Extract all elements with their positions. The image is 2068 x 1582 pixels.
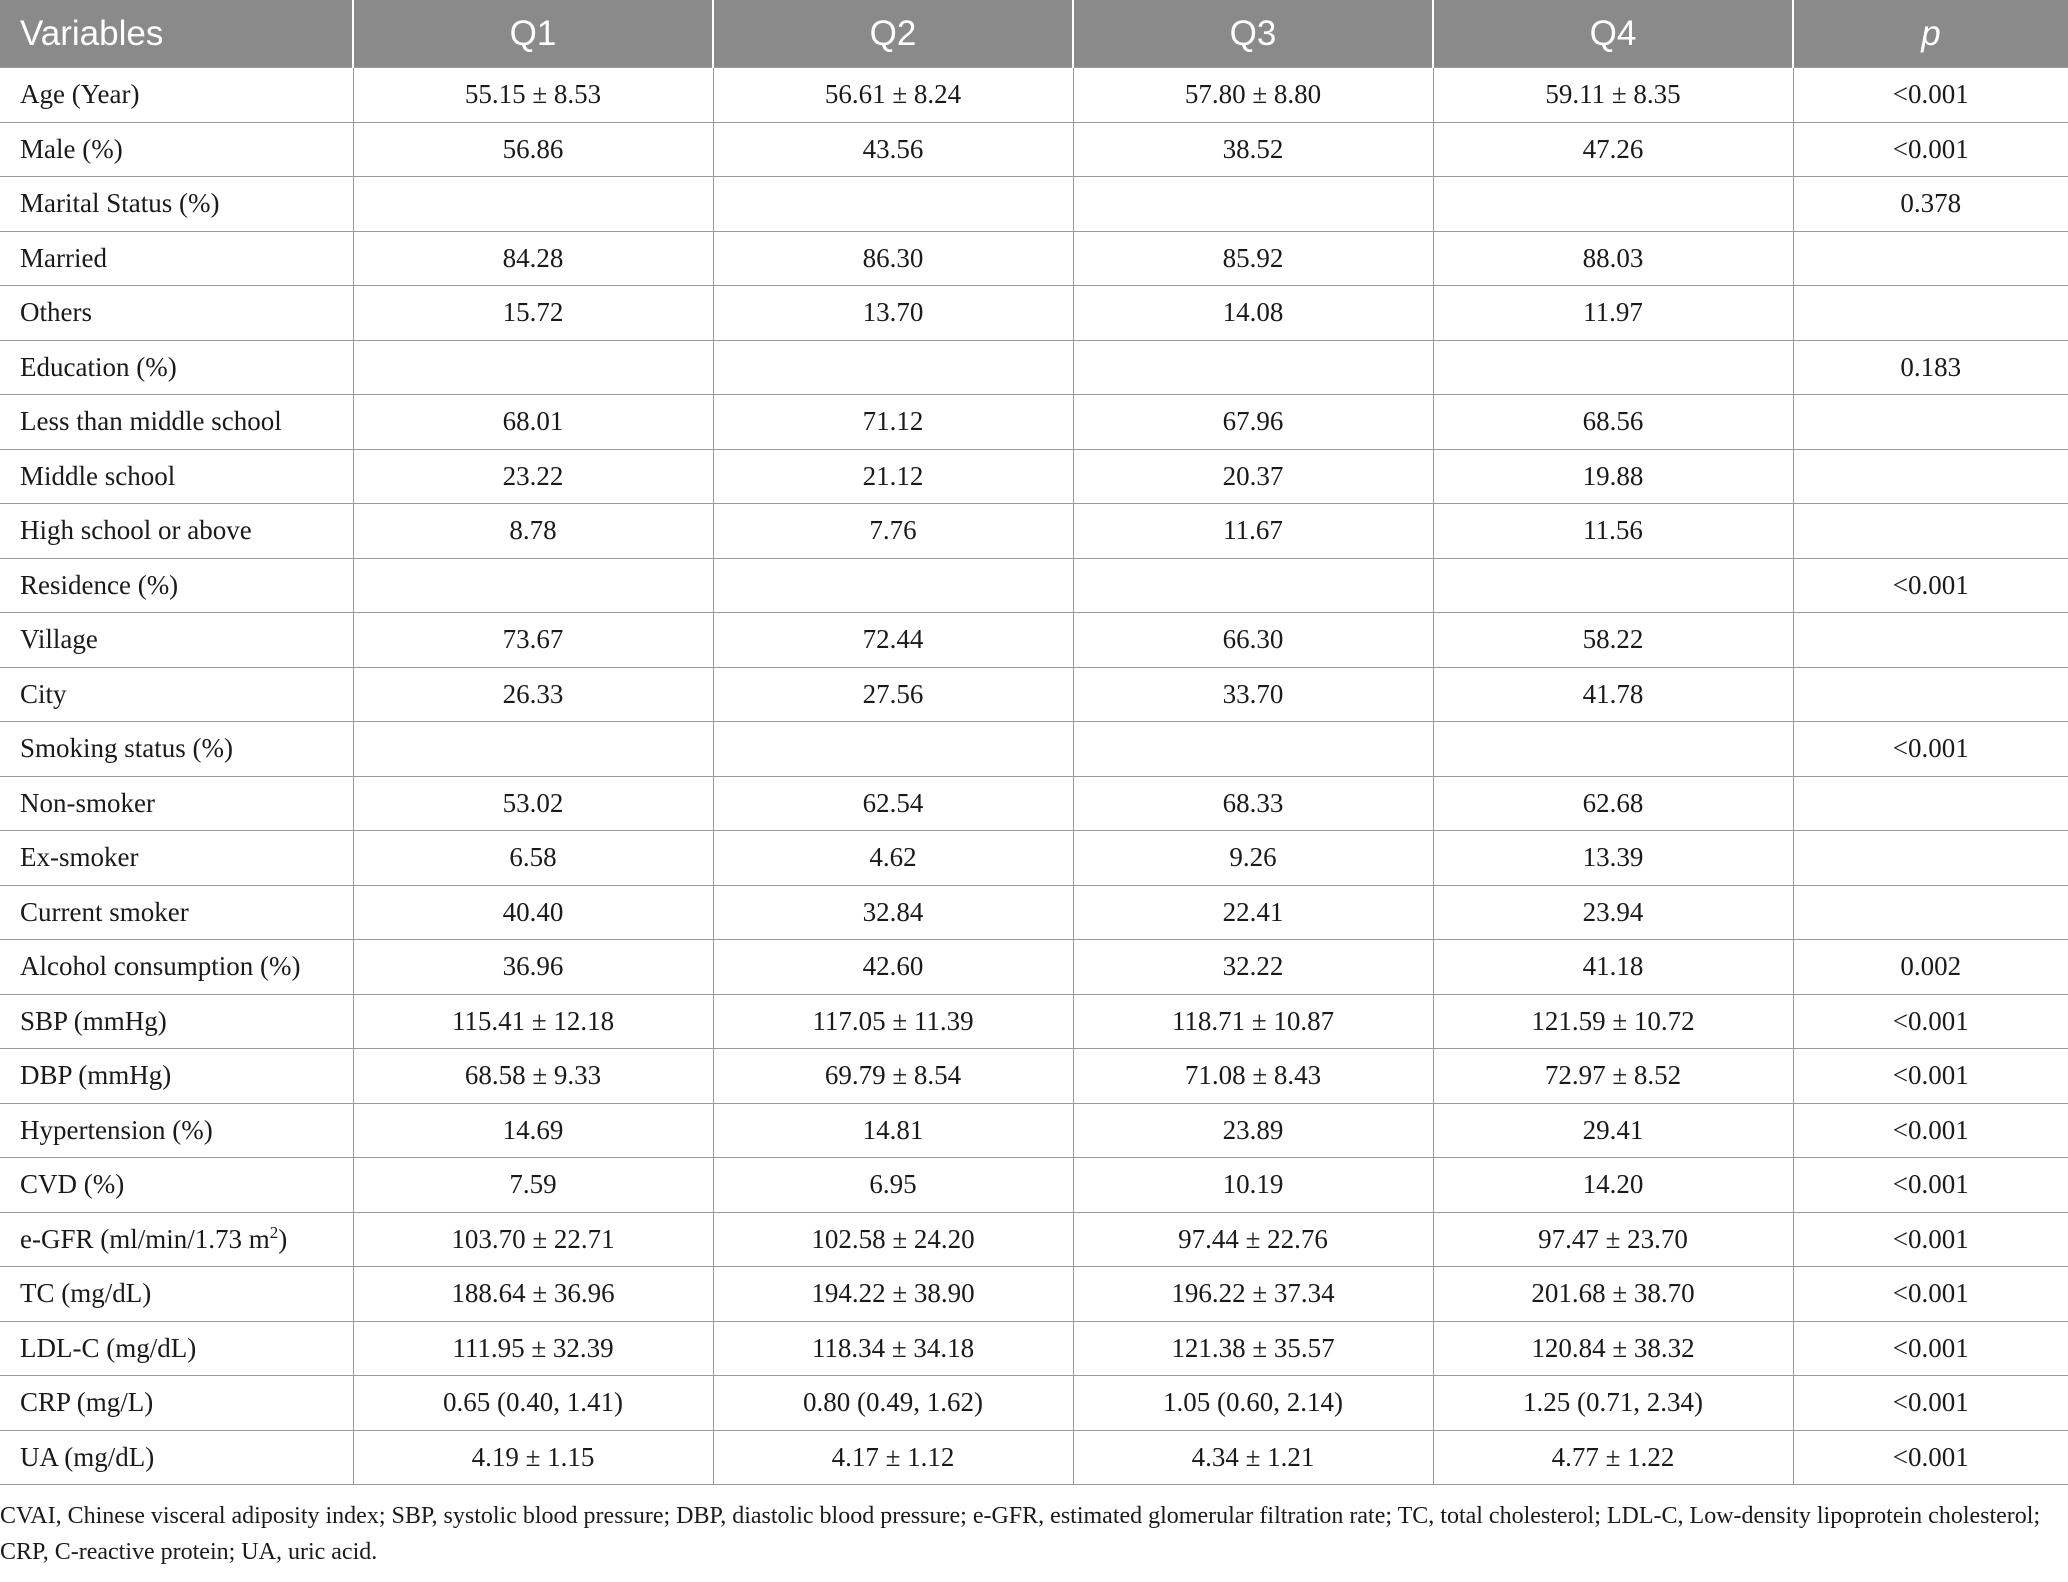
cell-q2: 117.05 ± 11.39 [713,994,1073,1049]
cell-q1 [353,722,713,777]
cell-q3 [1073,558,1433,613]
p-value-cell: 0.183 [1793,340,2068,395]
cell-q1: 26.33 [353,667,713,722]
header-p-value: p [1793,0,2068,68]
header-q1: Q1 [353,0,713,68]
cell-q3: 121.38 ± 35.57 [1073,1321,1433,1376]
row-label-suffix: ) [278,1223,288,1254]
header-q2: Q2 [713,0,1073,68]
cell-q2: 86.30 [713,231,1073,286]
p-value-cell: 0.378 [1793,177,2068,232]
cell-q4: 11.97 [1433,286,1793,341]
row-label-text: Non-smoker [20,787,155,818]
cell-q4: 201.68 ± 38.70 [1433,1267,1793,1322]
table-row [0,831,2068,886]
p-value-cell: <0.001 [1793,1430,2068,1485]
table-row [0,1049,2068,1104]
row-label-text: e-GFR (ml/min/1.73 m [20,1223,270,1254]
table-row [0,340,2068,395]
row-label [0,776,353,831]
p-value-cell [1793,504,2068,559]
cell-q4: 47.26 [1433,122,1793,177]
cell-q4 [1433,340,1793,395]
cell-q2: 62.54 [713,776,1073,831]
row-label-text: Married [20,242,107,273]
cell-q1: 115.41 ± 12.18 [353,994,713,1049]
table-header [0,0,2068,68]
cell-q4: 23.94 [1433,885,1793,940]
p-value-cell: <0.001 [1793,994,2068,1049]
cell-q2: 118.34 ± 34.18 [713,1321,1073,1376]
cell-q1: 84.28 [353,231,713,286]
table-row [0,286,2068,341]
table-row [0,122,2068,177]
p-value-cell [1793,395,2068,450]
cell-q4: 97.47 ± 23.70 [1433,1212,1793,1267]
cell-q1: 103.70 ± 22.71 [353,1212,713,1267]
cell-q1 [353,340,713,395]
table-row [0,994,2068,1049]
table-row [0,504,2068,559]
cell-q3: 1.05 (0.60, 2.14) [1073,1376,1433,1431]
p-value-cell: <0.001 [1793,1212,2068,1267]
row-label [0,286,353,341]
cell-q1: 68.01 [353,395,713,450]
p-value-cell: <0.001 [1793,558,2068,613]
cell-q2: 71.12 [713,395,1073,450]
p-value-cell: <0.001 [1793,1267,2068,1322]
cell-q4: 4.77 ± 1.22 [1433,1430,1793,1485]
p-value-cell: <0.001 [1793,1158,2068,1213]
cell-q3: 38.52 [1073,122,1433,177]
cell-q2: 32.84 [713,885,1073,940]
row-label-text: City [20,678,67,709]
p-value-cell: <0.001 [1793,122,2068,177]
cell-q2 [713,722,1073,777]
row-label [0,558,353,613]
cell-q2: 72.44 [713,613,1073,668]
cell-q2 [713,558,1073,613]
p-value-cell: <0.001 [1793,1321,2068,1376]
cell-q4: 13.39 [1433,831,1793,886]
cell-q3 [1073,340,1433,395]
row-label [0,831,353,886]
cell-q3: 196.22 ± 37.34 [1073,1267,1433,1322]
row-label [0,340,353,395]
cell-q3: 14.08 [1073,286,1433,341]
row-label [0,1267,353,1322]
cell-q4: 58.22 [1433,613,1793,668]
cell-q2 [713,340,1073,395]
row-label-text: Hypertension (%) [20,1114,213,1145]
cell-q2: 0.80 (0.49, 1.62) [713,1376,1073,1431]
row-label-text: Alcohol consumption (%) [20,951,301,982]
row-label [0,885,353,940]
cell-q1: 55.15 ± 8.53 [353,68,713,123]
cell-q2: 21.12 [713,449,1073,504]
row-label [0,504,353,559]
row-label-text: LDL-C (mg/dL) [20,1332,197,1363]
table-row [0,449,2068,504]
cell-q2 [713,177,1073,232]
header-q3: Q3 [1073,0,1433,68]
cell-q3: 97.44 ± 22.76 [1073,1212,1433,1267]
cell-q1: 23.22 [353,449,713,504]
table-row [0,776,2068,831]
p-value-cell [1793,231,2068,286]
cell-q1 [353,177,713,232]
cell-q3: 10.19 [1073,1158,1433,1213]
row-label-text: SBP (mmHg) [20,1005,167,1036]
row-label [0,994,353,1049]
cell-q3: 11.67 [1073,504,1433,559]
table-row [0,558,2068,613]
table-row [0,722,2068,777]
p-value-cell: <0.001 [1793,68,2068,123]
cell-q3: 33.70 [1073,667,1433,722]
table-row [0,1212,2068,1267]
header-q4: Q4 [1433,0,1793,68]
table-row [0,1376,2068,1431]
cell-q4: 14.20 [1433,1158,1793,1213]
row-label [0,1049,353,1104]
cell-q3: 9.26 [1073,831,1433,886]
cell-q3: 4.34 ± 1.21 [1073,1430,1433,1485]
table-footnote: CVAI, Chinese visceral adiposity index; SBP, systolic blood pressure; DBP, diastolic blood pressure; e-GFR, estimated glomerular filtration rate; TC, total cholesterol; LDL-C, Low-density lipoprotein cholesterol; CRP, C-reactive protein; UA, uric acid. [0,1503,2041,1565]
cell-q2: 102.58 ± 24.20 [713,1212,1073,1267]
cell-q1: 15.72 [353,286,713,341]
row-label [0,1103,353,1158]
cell-q1: 7.59 [353,1158,713,1213]
p-value-cell: <0.001 [1793,1376,2068,1431]
cell-q1: 36.96 [353,940,713,995]
row-label-text: Ex-smoker [20,842,139,873]
table-row [0,1430,2068,1485]
table-row [0,177,2068,232]
row-label [0,613,353,668]
cell-q3: 20.37 [1073,449,1433,504]
row-label-text: High school or above [20,515,252,546]
row-label-text: CRP (mg/L) [20,1387,154,1418]
row-label [0,1430,353,1485]
table-row [0,395,2068,450]
cell-q1: 40.40 [353,885,713,940]
row-label [0,122,353,177]
row-label-text: TC (mg/dL) [20,1278,152,1309]
row-label-superscript: 2 [269,1222,279,1242]
header-row [0,0,2068,68]
p-value-cell [1793,885,2068,940]
table-body [0,68,2068,1485]
row-label [0,1321,353,1376]
row-label-text: Male (%) [20,133,123,164]
p-value-cell: 0.002 [1793,940,2068,995]
row-label-text: Others [20,297,92,328]
p-value-cell [1793,776,2068,831]
table-row [0,68,2068,123]
cell-q1: 111.95 ± 32.39 [353,1321,713,1376]
cell-q3: 68.33 [1073,776,1433,831]
row-label-text: Middle school [20,460,176,491]
cell-q1: 56.86 [353,122,713,177]
row-label [0,667,353,722]
cell-q3: 23.89 [1073,1103,1433,1158]
cell-q4: 88.03 [1433,231,1793,286]
cell-q1: 188.64 ± 36.96 [353,1267,713,1322]
row-label [0,1158,353,1213]
row-label-text: Age (Year) [20,79,140,110]
cell-q1 [353,558,713,613]
cell-q3: 32.22 [1073,940,1433,995]
cell-q4: 19.88 [1433,449,1793,504]
cell-q2: 27.56 [713,667,1073,722]
row-label-text: DBP (mmHg) [20,1060,172,1091]
cell-q2: 56.61 ± 8.24 [713,68,1073,123]
cell-q2: 4.17 ± 1.12 [713,1430,1073,1485]
row-label [0,940,353,995]
cell-q3: 67.96 [1073,395,1433,450]
table-row [0,1267,2068,1322]
row-label [0,68,353,123]
cell-q3: 66.30 [1073,613,1433,668]
table-row [0,613,2068,668]
cell-q4 [1433,558,1793,613]
p-value-cell [1793,831,2068,886]
cell-q2: 69.79 ± 8.54 [713,1049,1073,1104]
row-label-text: Residence (%) [20,569,179,600]
header-variables: Variables [0,0,353,68]
cell-q4: 121.59 ± 10.72 [1433,994,1793,1049]
row-label [0,1376,353,1431]
cell-q1: 8.78 [353,504,713,559]
p-value-cell: <0.001 [1793,722,2068,777]
cell-q3 [1073,722,1433,777]
cell-q1: 0.65 (0.40, 1.41) [353,1376,713,1431]
cell-q4: 72.97 ± 8.52 [1433,1049,1793,1104]
cell-q4: 59.11 ± 8.35 [1433,68,1793,123]
row-label-text: Marital Status (%) [20,188,220,219]
cell-q2: 4.62 [713,831,1073,886]
row-label [0,449,353,504]
cell-q4: 68.56 [1433,395,1793,450]
cell-q2: 13.70 [713,286,1073,341]
table-row [0,231,2068,286]
row-label-text: Less than middle school [20,406,282,437]
cell-q3: 71.08 ± 8.43 [1073,1049,1433,1104]
cell-q2: 6.95 [713,1158,1073,1213]
cell-q3 [1073,177,1433,232]
cell-q4: 11.56 [1433,504,1793,559]
cell-q3: 85.92 [1073,231,1433,286]
cell-q3: 57.80 ± 8.80 [1073,68,1433,123]
table-row [0,1321,2068,1376]
cell-q2: 43.56 [713,122,1073,177]
cell-q2: 194.22 ± 38.90 [713,1267,1073,1322]
cell-q1: 73.67 [353,613,713,668]
row-label [0,395,353,450]
p-value-cell [1793,613,2068,668]
row-label-text: Current smoker [20,896,189,927]
row-label-text: UA (mg/dL) [20,1441,155,1472]
cell-q4 [1433,722,1793,777]
cell-q4: 41.18 [1433,940,1793,995]
cell-q4: 41.78 [1433,667,1793,722]
cell-q1: 6.58 [353,831,713,886]
row-label [0,177,353,232]
p-value-cell [1793,286,2068,341]
p-value-cell: <0.001 [1793,1103,2068,1158]
p-value-cell: <0.001 [1793,1049,2068,1104]
row-label-text: Education (%) [20,351,177,382]
cell-q2: 7.76 [713,504,1073,559]
cell-q1: 68.58 ± 9.33 [353,1049,713,1104]
cell-q1: 14.69 [353,1103,713,1158]
row-label [0,1212,353,1267]
row-label-text: Smoking status (%) [20,733,233,764]
table-row [0,885,2068,940]
p-value-cell [1793,667,2068,722]
row-label [0,722,353,777]
table-row [0,1158,2068,1213]
cell-q3: 22.41 [1073,885,1433,940]
cell-q1: 53.02 [353,776,713,831]
cell-q2: 14.81 [713,1103,1073,1158]
cell-q4: 1.25 (0.71, 2.34) [1433,1376,1793,1431]
table-row [0,667,2068,722]
cell-q4: 29.41 [1433,1103,1793,1158]
cell-q4 [1433,177,1793,232]
cell-q1: 4.19 ± 1.15 [353,1430,713,1485]
row-label-text: Village [20,624,98,655]
cell-q3: 118.71 ± 10.87 [1073,994,1433,1049]
p-value-cell [1793,449,2068,504]
row-label [0,231,353,286]
cell-q4: 62.68 [1433,776,1793,831]
cell-q2: 42.60 [713,940,1073,995]
cell-q4: 120.84 ± 38.32 [1433,1321,1793,1376]
table-row [0,940,2068,995]
table-row [0,1103,2068,1158]
row-label-text: CVD (%) [20,1169,125,1200]
